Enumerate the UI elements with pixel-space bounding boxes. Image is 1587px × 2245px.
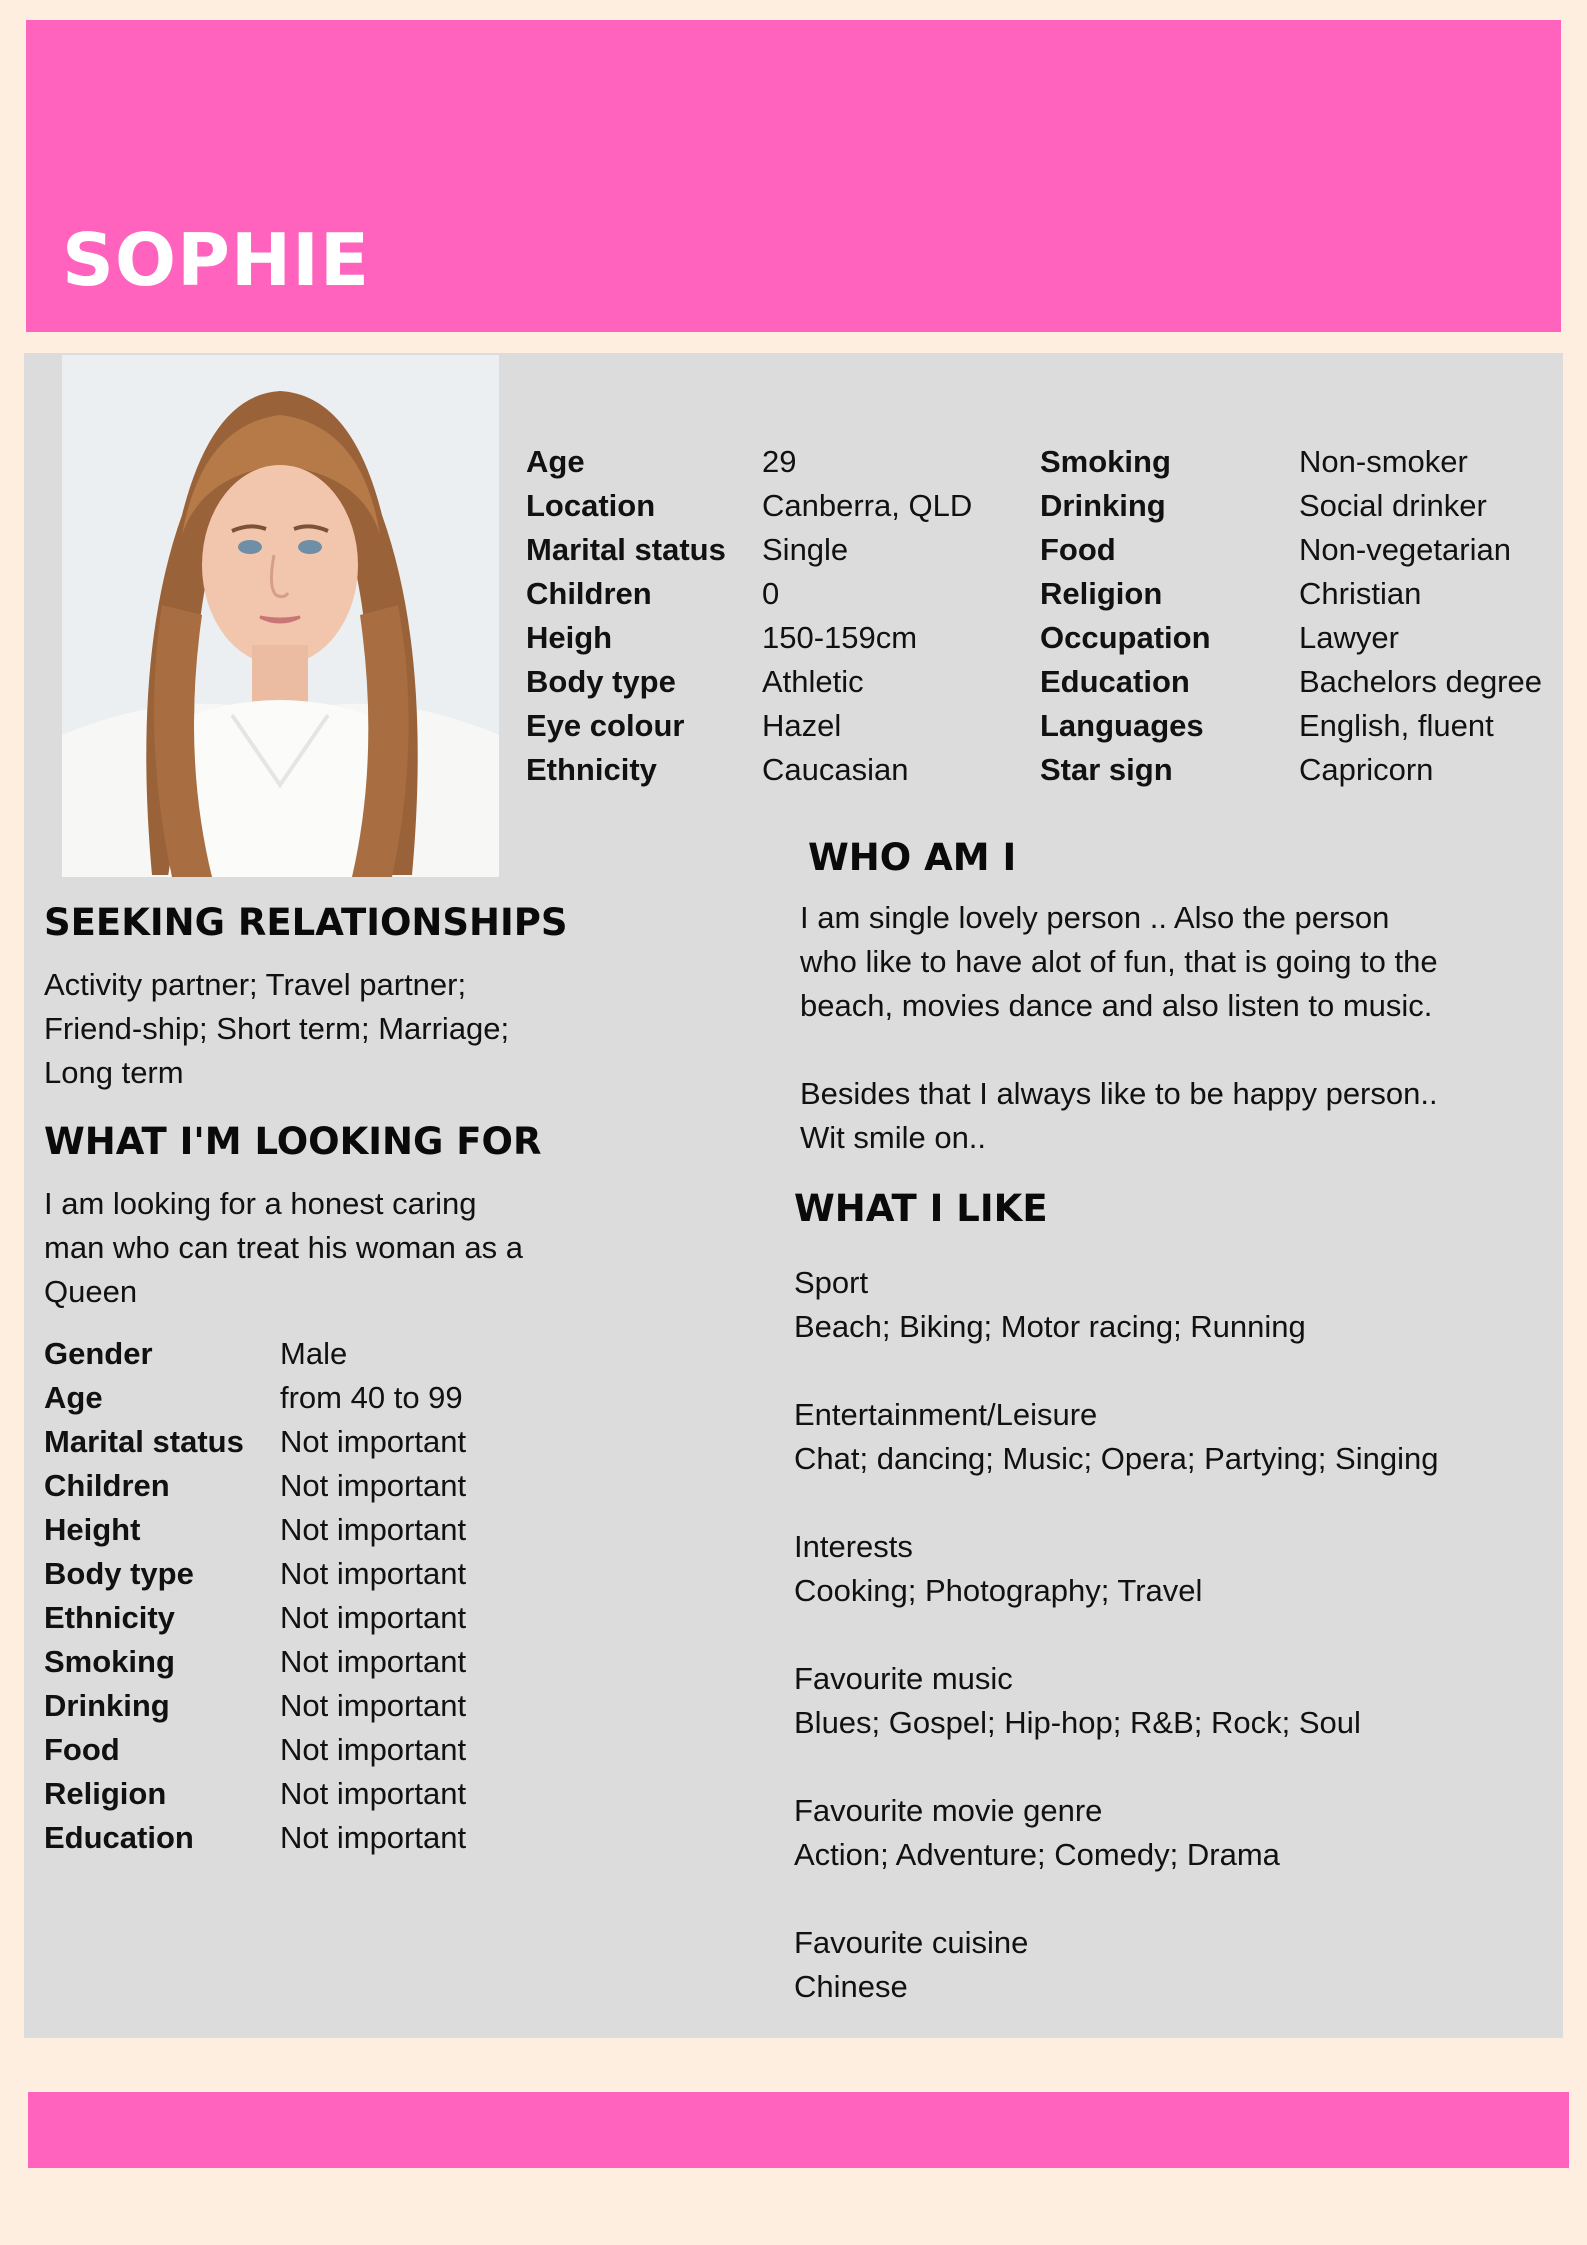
- detail-row: [526, 528, 972, 572]
- like-group-items: Cooking; Photography; Travel: [794, 1573, 1203, 1608]
- criteria-value: Not important: [280, 1776, 467, 1811]
- looking-for-text: [44, 1182, 584, 1314]
- looking-for-line: Queen: [44, 1274, 138, 1309]
- criteria-row: [44, 1728, 466, 1772]
- details-table-right: [1040, 440, 1542, 792]
- like-group: [794, 1261, 1534, 1349]
- seeking-relationships-text: [44, 963, 564, 1095]
- criteria-value: Not important: [280, 1512, 467, 1547]
- criteria-value: Not important: [280, 1644, 467, 1679]
- detail-label: Drinking: [1040, 488, 1166, 523]
- detail-row: [526, 616, 972, 660]
- detail-value: 29: [762, 444, 797, 479]
- who-am-i-heading: WHO AM I: [808, 836, 1017, 879]
- criteria-value: Not important: [280, 1732, 467, 1767]
- criteria-label: Children: [44, 1468, 170, 1503]
- detail-label: Heigh: [526, 620, 613, 655]
- like-group: [794, 1921, 1534, 2009]
- criteria-label: Marital status: [44, 1424, 244, 1459]
- what-i-like-heading: WHAT I LIKE: [794, 1187, 1048, 1230]
- who-am-i-line: I am single lovely person .. Also the person: [800, 900, 1390, 935]
- detail-row: [1040, 572, 1542, 616]
- like-group-items: Chat; dancing; Music; Opera; Partying; Singing: [794, 1441, 1439, 1476]
- criteria-value: Not important: [280, 1468, 467, 1503]
- criteria-value: Not important: [280, 1424, 467, 1459]
- criteria-row: [44, 1772, 466, 1816]
- detail-value: Hazel: [762, 708, 842, 743]
- criteria-label: Religion: [44, 1776, 167, 1811]
- criteria-row: [44, 1684, 466, 1728]
- criteria-row: [44, 1816, 466, 1860]
- like-group-items: Action; Adventure; Comedy; Drama: [794, 1837, 1280, 1872]
- like-group: [794, 1657, 1534, 1745]
- detail-row: [526, 484, 972, 528]
- criteria-label: Body type: [44, 1556, 194, 1591]
- who-am-i-line: Besides that I always like to be happy person..: [800, 1076, 1438, 1111]
- like-group-title: Sport: [794, 1265, 869, 1300]
- header-banner: [26, 20, 1561, 332]
- like-group-title: Favourite movie genre: [794, 1793, 1103, 1828]
- detail-label: Body type: [526, 664, 676, 699]
- detail-value: Bachelors degree: [1299, 664, 1542, 699]
- detail-row: [1040, 660, 1542, 704]
- detail-value: Non-vegetarian: [1299, 532, 1511, 567]
- who-am-i-line: who like to have alot of fun, that is going to the: [800, 944, 1438, 979]
- detail-label: Ethnicity: [526, 752, 657, 787]
- seeking-line: Long term: [44, 1055, 184, 1090]
- looking-for-line: man who can treat his woman as a: [44, 1230, 524, 1265]
- who-am-i-line: beach, movies dance and also listen to music.: [800, 988, 1433, 1023]
- like-group-items: Blues; Gospel; Hip-hop; R&B; Rock; Soul: [794, 1705, 1361, 1740]
- detail-row: [1040, 484, 1542, 528]
- criteria-value: Not important: [280, 1820, 467, 1855]
- detail-label: Age: [526, 444, 585, 479]
- partner-criteria-table: [44, 1332, 466, 1860]
- like-group-title: Favourite cuisine: [794, 1925, 1029, 1960]
- like-group: [794, 1525, 1534, 1613]
- criteria-label: Food: [44, 1732, 120, 1767]
- criteria-row: [44, 1508, 466, 1552]
- like-group: [794, 1789, 1534, 1877]
- who-am-i-line: [800, 1028, 1540, 1072]
- profile-name: SOPHIE: [62, 218, 371, 302]
- criteria-row: [44, 1332, 466, 1376]
- detail-row: [1040, 704, 1542, 748]
- criteria-value: Not important: [280, 1600, 467, 1635]
- detail-row: [526, 660, 972, 704]
- details-table-left: [526, 440, 972, 792]
- criteria-row: [44, 1376, 466, 1420]
- detail-label: Smoking: [1040, 444, 1171, 479]
- profile-content-panel: [24, 353, 1563, 2038]
- criteria-label: Ethnicity: [44, 1600, 175, 1635]
- detail-label: Occupation: [1040, 620, 1211, 655]
- criteria-row: [44, 1464, 466, 1508]
- seeking-line: Activity partner; Travel partner;: [44, 967, 467, 1002]
- detail-row: [526, 572, 972, 616]
- detail-value: Lawyer: [1299, 620, 1399, 655]
- criteria-label: Height: [44, 1512, 141, 1547]
- seeking-relationships-heading: SEEKING RELATIONSHIPS: [44, 901, 568, 944]
- criteria-value: Not important: [280, 1688, 467, 1723]
- detail-row: [526, 748, 972, 792]
- detail-label: Children: [526, 576, 652, 611]
- criteria-value: Not important: [280, 1556, 467, 1591]
- detail-value: Canberra, QLD: [762, 488, 973, 523]
- like-group-title: Favourite music: [794, 1661, 1013, 1696]
- detail-value: Caucasian: [762, 752, 909, 787]
- detail-value: Capricorn: [1299, 752, 1434, 787]
- like-group-items: Beach; Biking; Motor racing; Running: [794, 1309, 1306, 1344]
- detail-row: [1040, 440, 1542, 484]
- detail-label: Religion: [1040, 576, 1163, 611]
- looking-for-line: I am looking for a honest caring: [44, 1186, 477, 1221]
- detail-row: [1040, 748, 1542, 792]
- detail-value: Athletic: [762, 664, 864, 699]
- detail-label: Eye colour: [526, 708, 685, 743]
- criteria-label: Smoking: [44, 1644, 175, 1679]
- criteria-label: Drinking: [44, 1688, 170, 1723]
- what-i-like-list: [794, 1261, 1534, 2053]
- detail-value: 150-159cm: [762, 620, 918, 655]
- like-group: [794, 1393, 1534, 1481]
- detail-value: Non-smoker: [1299, 444, 1468, 479]
- criteria-row: [44, 1420, 466, 1464]
- detail-label: Education: [1040, 664, 1190, 699]
- detail-label: Food: [1040, 532, 1116, 567]
- like-group-title: Interests: [794, 1529, 913, 1564]
- detail-row: [526, 440, 972, 484]
- criteria-label: Age: [44, 1380, 103, 1415]
- detail-value: Social drinker: [1299, 488, 1487, 523]
- criteria-row: [44, 1552, 466, 1596]
- detail-label: Languages: [1040, 708, 1204, 743]
- criteria-row: [44, 1596, 466, 1640]
- like-group-title: Entertainment/Leisure: [794, 1397, 1098, 1432]
- footer-banner: [28, 2092, 1569, 2168]
- profile-photo: [62, 355, 499, 877]
- who-am-i-text: [800, 896, 1540, 1160]
- detail-row: [1040, 528, 1542, 572]
- criteria-value: from 40 to 99: [280, 1380, 463, 1415]
- detail-value: 0: [762, 576, 780, 611]
- detail-label: Star sign: [1040, 752, 1173, 787]
- profile-photo-illustration: [62, 355, 499, 877]
- criteria-row: [44, 1640, 466, 1684]
- detail-row: [1040, 616, 1542, 660]
- detail-label: Location: [526, 488, 656, 523]
- who-am-i-line: Wit smile on..: [800, 1120, 987, 1155]
- detail-value: Christian: [1299, 576, 1422, 611]
- criteria-value: Male: [280, 1336, 348, 1371]
- looking-for-heading: WHAT I'M LOOKING FOR: [44, 1120, 542, 1163]
- seeking-line: Friend-ship; Short term; Marriage;: [44, 1011, 510, 1046]
- detail-label: Marital status: [526, 532, 726, 567]
- detail-value: Single: [762, 532, 849, 567]
- criteria-label: Gender: [44, 1336, 153, 1371]
- detail-value: English, fluent: [1299, 708, 1494, 743]
- detail-row: [526, 704, 972, 748]
- criteria-label: Education: [44, 1820, 194, 1855]
- like-group-items: Chinese: [794, 1969, 908, 2004]
